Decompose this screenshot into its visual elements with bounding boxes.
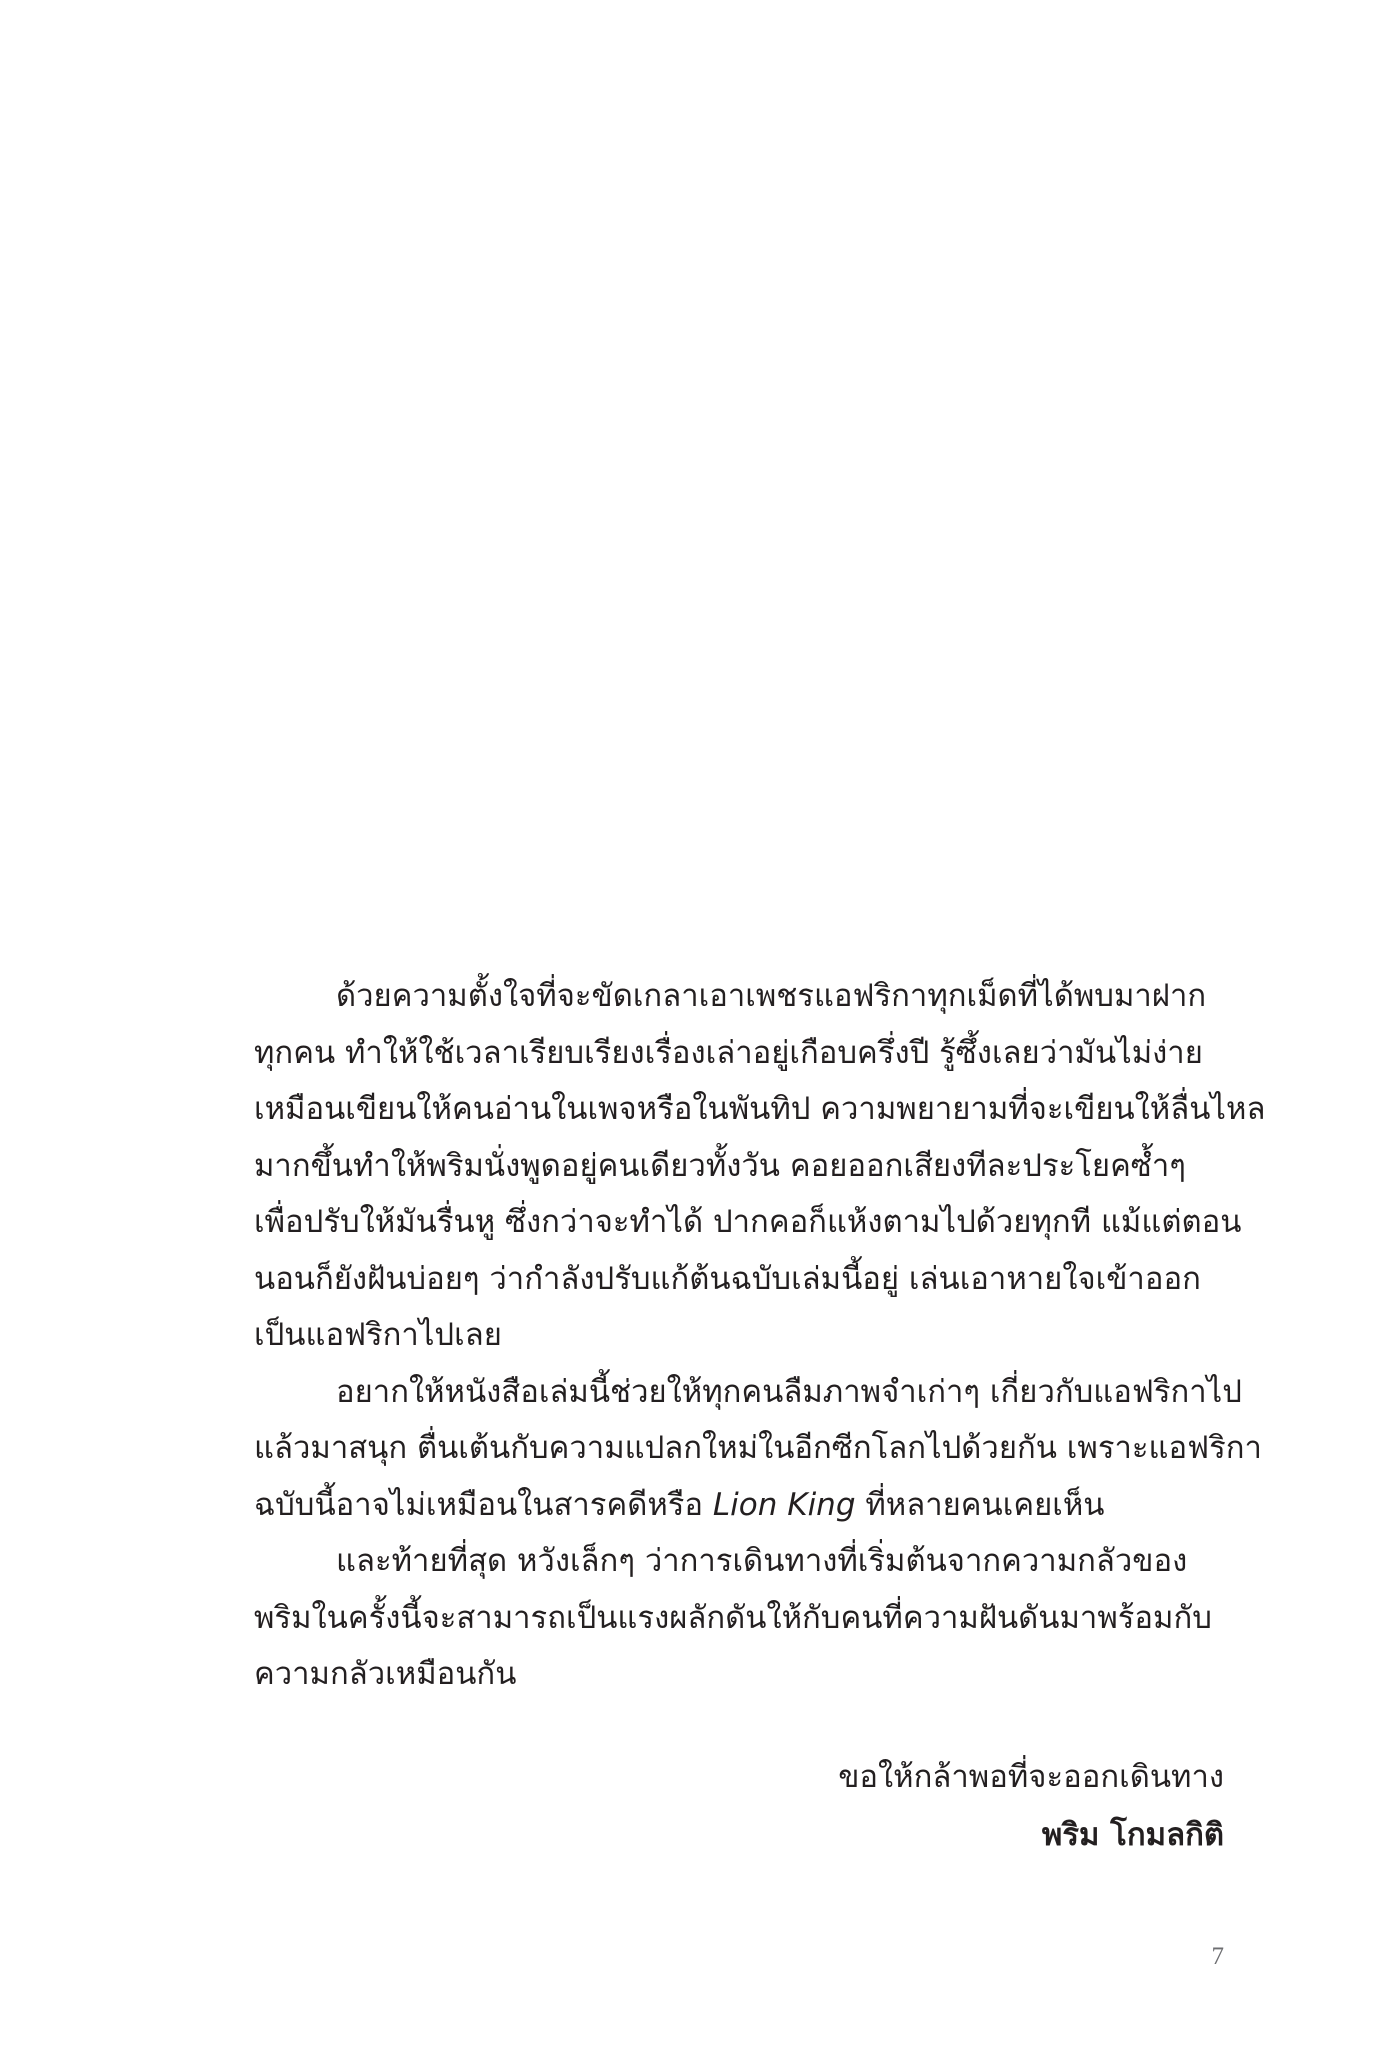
- paragraph-1-line-1: ด้วยความตั้งใจที่จะขัดเกลาเอาเพชรแอฟริกาทุกเม็ดที่ได้พบมาฝาก: [336, 978, 1207, 1014]
- closing-wish: ขอให้กล้าพอที่จะออกเดินทาง: [838, 1759, 1224, 1795]
- author-signature: พริม โกมลกิติ: [1041, 1817, 1224, 1853]
- page-number: 7: [1211, 1943, 1224, 1970]
- paragraph-3-line-1: และท้ายที่สุด หวังเล็กๆ ว่าการเดินทางที่เริ่มต้นจากความกลัวของ: [336, 1543, 1188, 1579]
- preface-body: [254, 968, 1266, 1703]
- paragraph-2-line-2: แล้วมาสนุก ตื่นเต้นกับความแปลกใหม่ในอีกซีกโลกไปด้วยกัน เพราะแอฟริกา: [254, 1430, 1262, 1466]
- paragraph-2-line-3-text-after: ที่หลายคนเคยเห็น: [855, 1486, 1105, 1523]
- closing-block: [838, 1748, 1224, 1864]
- paragraph-1-line-7: เป็นแอฟริกาไปเลย: [254, 1317, 502, 1353]
- paragraph-2-line-1: อยากให้หนังสือเล่มนี้ช่วยให้ทุกคนลืมภาพจำเก่าๆ เกี่ยวกับแอฟริกาไป: [336, 1373, 1242, 1410]
- paragraph-1-line-6: นอนก็ยังฝันบ่อยๆ ว่ากำลังปรับแก้ต้นฉบับเล่มนี้อยู่ เล่นเอาหายใจเข้าออก: [254, 1260, 1201, 1297]
- paragraph-1-line-3: เหมือนเขียนให้คนอ่านในเพจหรือในพันทิป ความพยายามที่จะเขียนให้ลื่นไหล: [254, 1091, 1266, 1127]
- paragraph-1-line-2: ทุกคน ทำให้ใช้เวลาเรียบเรียงเรื่องเล่าอยู่เกือบครึ่งปี รู้ซึ้งเลยว่ามันไม่ง่าย: [254, 1034, 1203, 1071]
- paragraph-3-line-2: พริมในครั้งนี้จะสามารถเป็นแรงผลักดันให้กับคนที่ความฝันดันมาพร้อมกับ: [254, 1599, 1212, 1636]
- paragraph-2-line-3-text-before: ฉบับนี้อาจไม่เหมือนในสารคดีหรือ: [254, 1486, 713, 1523]
- paragraph-3-line-3: ความกลัวเหมือนกัน: [254, 1656, 517, 1692]
- paragraph-2-line-3: [254, 1477, 1224, 1534]
- paragraph-1-line-5: เพื่อปรับให้มันรื่นหู ซึ่งกว่าจะทำได้ ปากคอก็แห้งตามไปด้วยทุกที แม้แต่ตอน: [254, 1204, 1242, 1240]
- paragraph-1-line-4: มากขึ้นทำให้พริมนั่งพูดอยู่คนเดียวทั้งวัน คอยออกเสียงทีละประโยคซ้ำๆ: [254, 1147, 1186, 1184]
- movie-title: Lion King: [712, 1486, 856, 1523]
